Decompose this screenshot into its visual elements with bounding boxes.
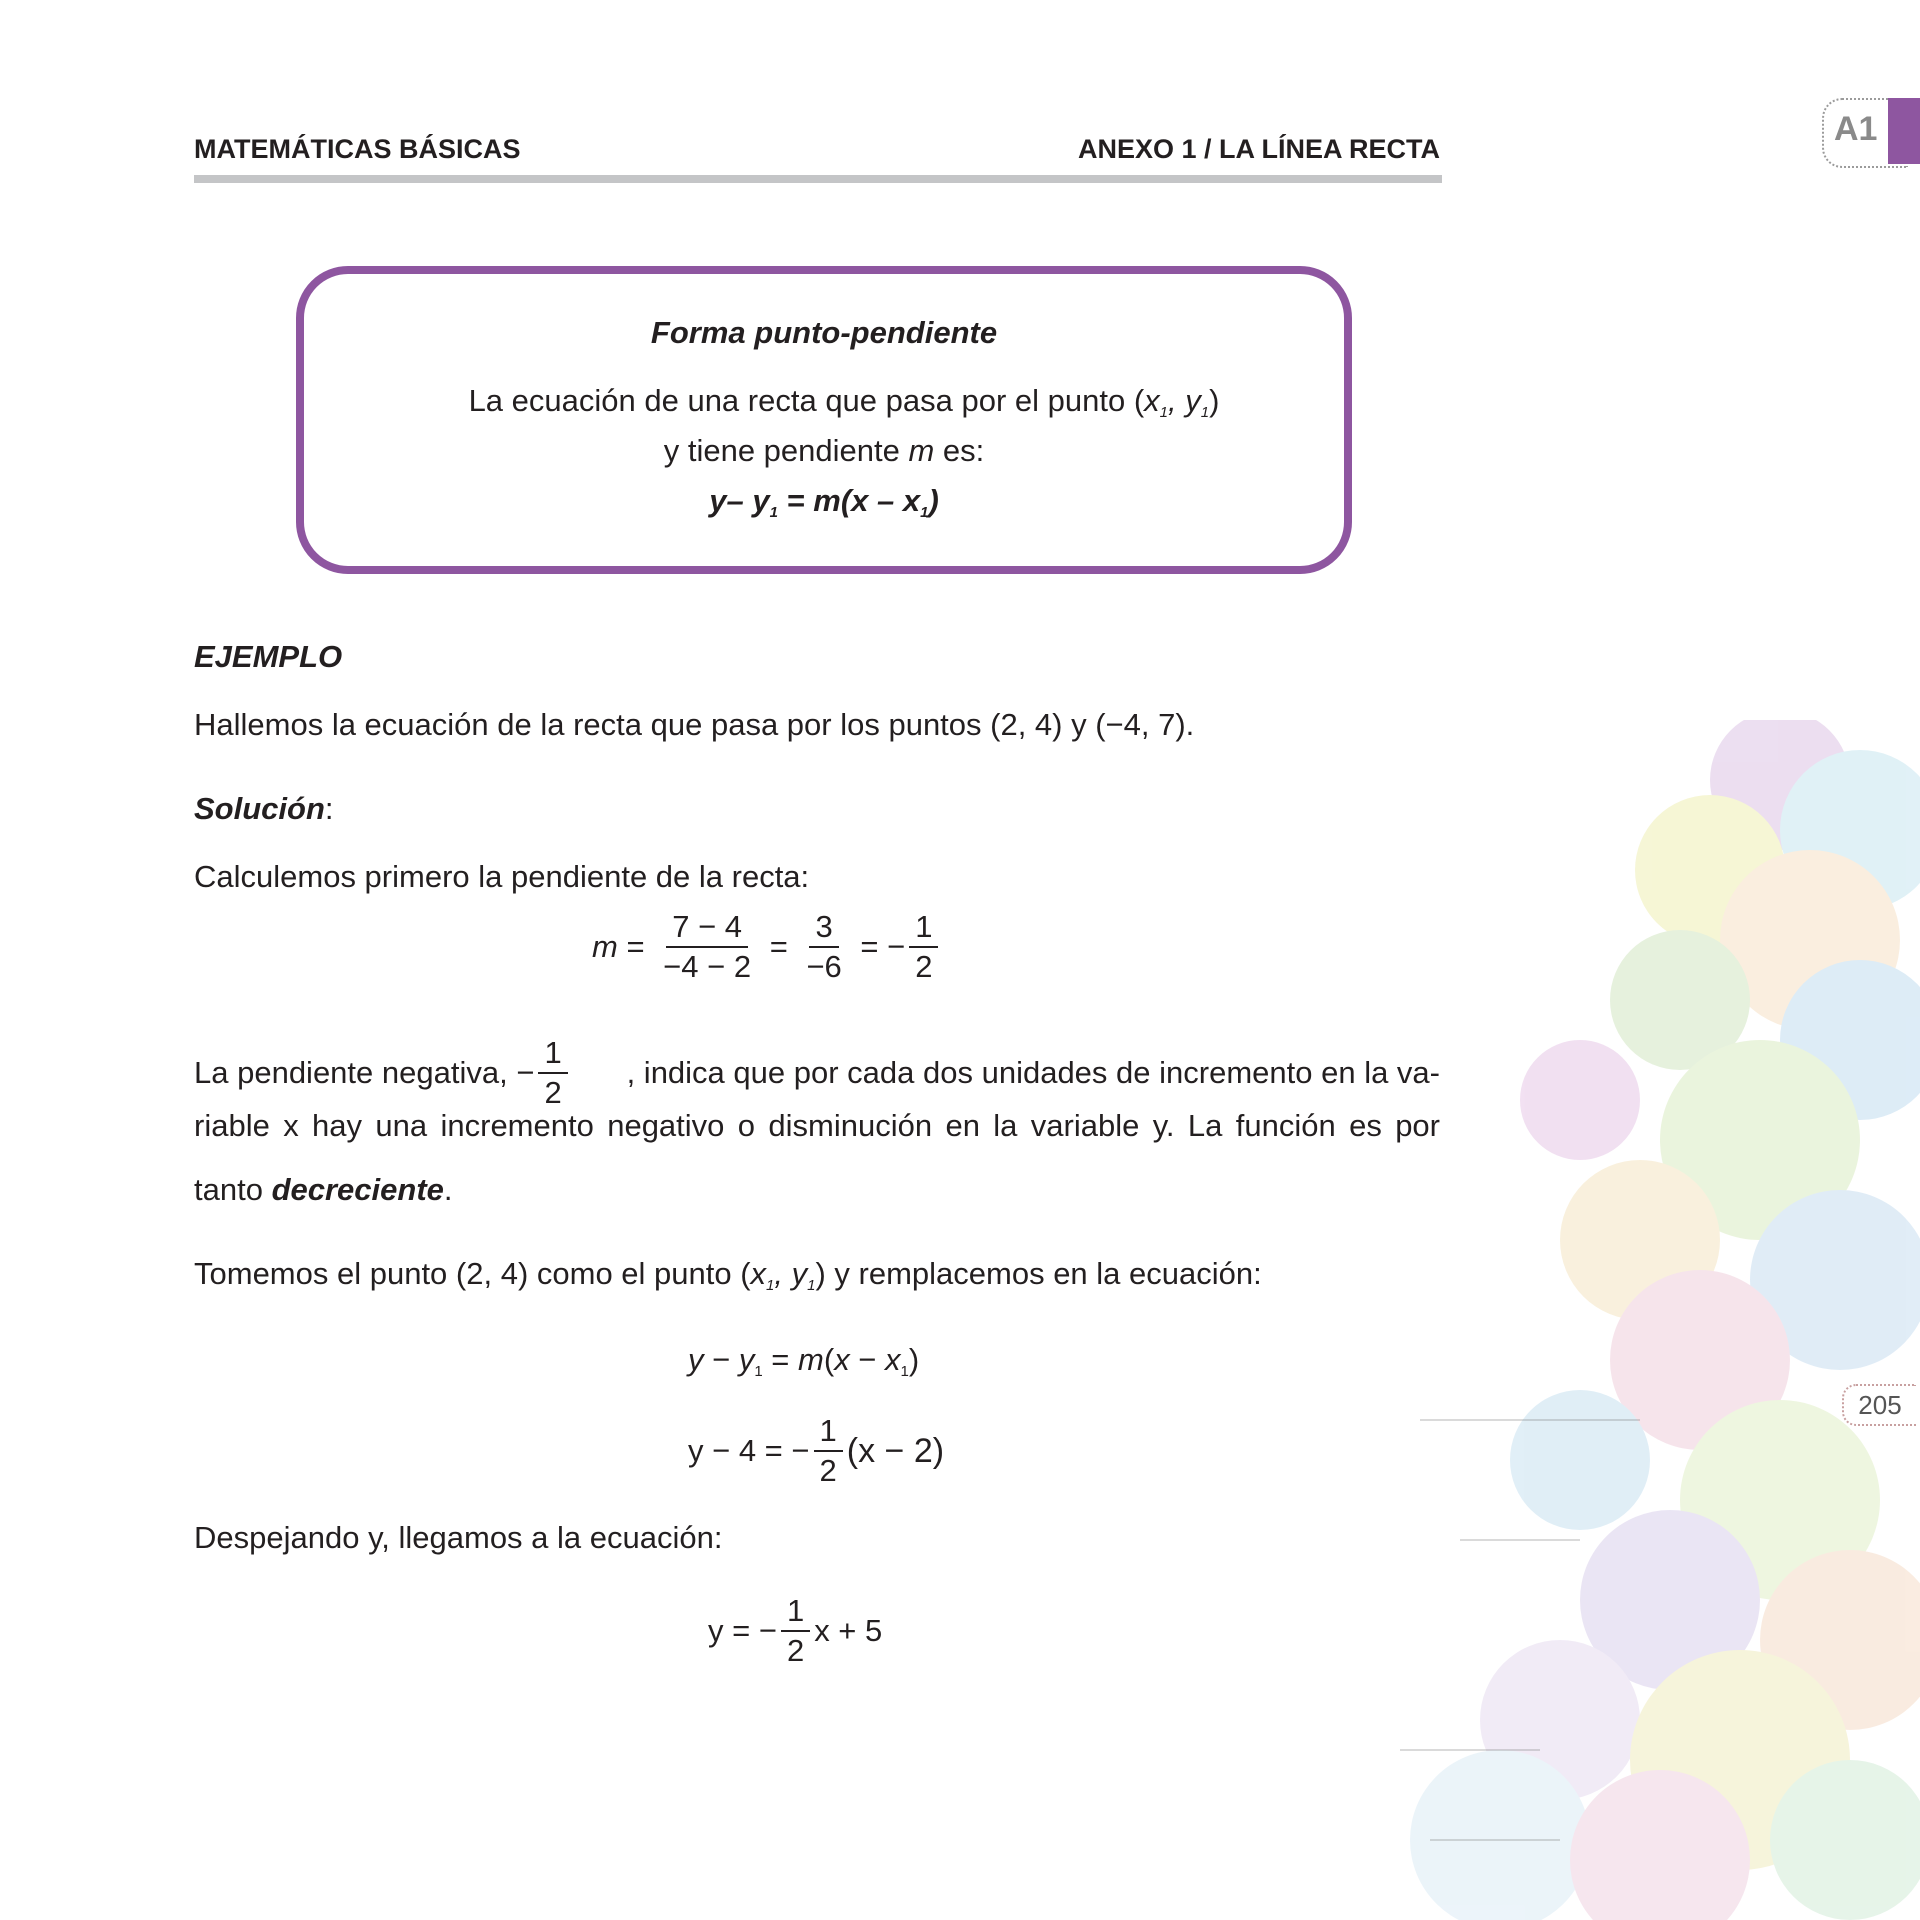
paragraph-2-line-1: La pendiente negativa, − $\frac{1}{2}$ , indica que por cada dos unidades de incremento en la va- xyxy=(194,1035,1440,1110)
paragraph-3: Tomemos el punto (2, 4) como el punto ($x_1$, $y_1$) y remplacemos en la ecuación: xyxy=(194,1256,1262,1294)
box-line-1: La ecuación de una recta que pasa por el punto ($x_1$, $y_1$) xyxy=(468,383,1220,421)
running-header-left: MATEMÁTICAS BÁSICAS xyxy=(194,134,521,164)
point-slope-formula: y– $y_1 = m(x - x_1)$ xyxy=(709,483,939,521)
box-line-2: y tiene pendiente m es: xyxy=(663,433,985,468)
solution-label: Solución: xyxy=(194,791,334,826)
example-statement: Hallemos la ecuación de la recta que pasa por los puntos (2, 4) y (−4, 7). xyxy=(194,707,1195,742)
page-number: 205 xyxy=(1842,1384,1916,1426)
equation-substituted: y − 4 = − $\frac{1}{2}$ (x − 2) xyxy=(688,1413,945,1488)
step-1-text: Calculemos primero la pendiente de la recta: xyxy=(194,859,810,894)
chapter-tab-label: A1 xyxy=(1834,110,1878,148)
chapter-tab-bar xyxy=(1888,98,1920,164)
header-rule xyxy=(194,175,1442,183)
running-header-right: ANEXO 1 / LA LÍNEA RECTA xyxy=(1077,134,1440,164)
final-equation: y = − $\frac{1}{2}$ x + 5 xyxy=(708,1593,883,1668)
box-title: Forma punto-pendiente xyxy=(650,315,998,350)
paragraph-2-line-3: tanto decreciente. xyxy=(194,1172,453,1207)
paragraph-2-line-2: riable x hay una incremento negativo o disminución en la variable y. La función es por xyxy=(194,1108,1440,1143)
equation-point-slope: $y - y_1 = m(x - x_1)$ xyxy=(688,1342,920,1380)
definition-box xyxy=(296,266,1352,574)
example-heading: EJEMPLO xyxy=(194,639,343,674)
decorative-bubbles xyxy=(1380,720,1920,1920)
slope-equation: m = $\frac{7 - 4}{-4 - 2}$ = $\frac{3}{-6}$ = − $\frac{1}{2}$ xyxy=(592,908,942,986)
paragraph-4: Despejando y, llegamos a la ecuación: xyxy=(194,1520,723,1555)
